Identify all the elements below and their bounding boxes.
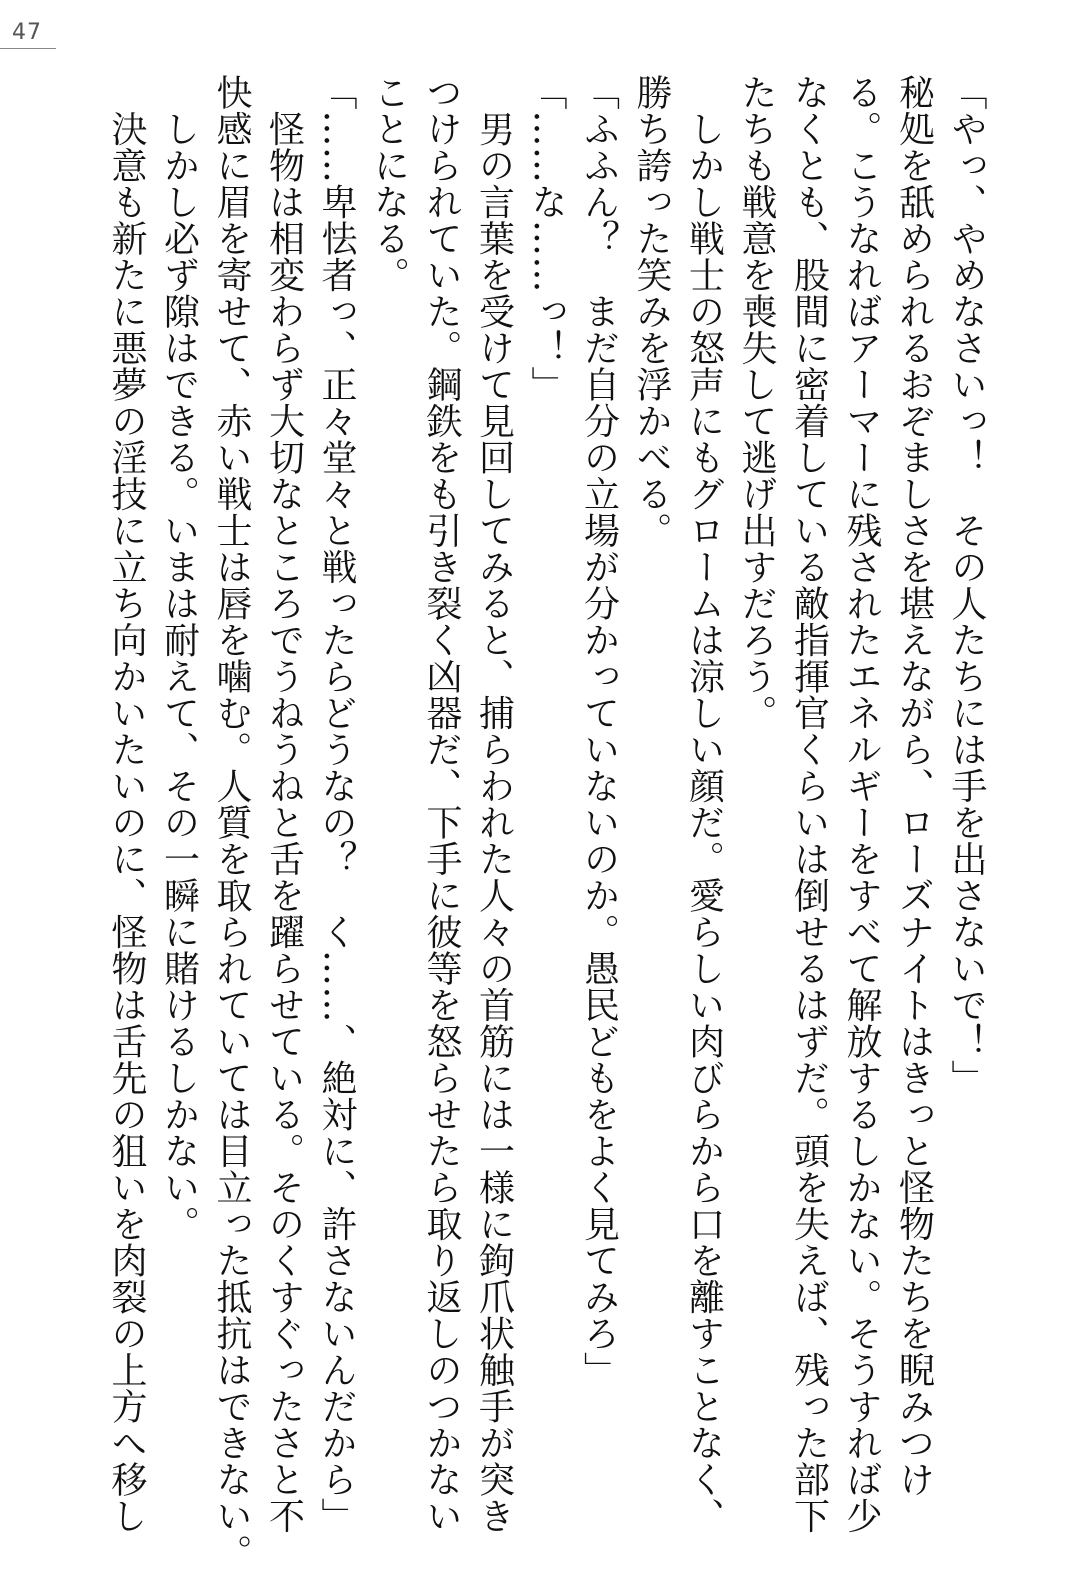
text-line: しかし戦士の怒声にもグロームは涼しい顔だ。愛らしい肉びらから口を離すことなく、 <box>683 74 725 1534</box>
text-line: しかし必ず隙はできる。いまは耐えて、その一瞬に賭けるしかない。 <box>158 74 200 1242</box>
vertical-body-text <box>100 74 993 1571</box>
text-line: 「やっ、やめなさいっ！ その人たちには手を出さないで！」 <box>946 74 987 1096</box>
text-line: つけられていた。鋼鉄をも引き裂く凶器だ、下手に彼等を怒らせたら取り返しのつかない <box>421 74 462 1534</box>
text-line: 決意も新たに悪夢の淫技に立ち向かいたいのに、怪物は舌先の狙いを肉裂の上方へ移し <box>106 74 147 1534</box>
page-number: 47 <box>12 20 42 45</box>
text-line: たちも戦意を喪失して逃げ出すだろう。 <box>736 74 777 731</box>
text-line: 快感に眉を寄せて、赤い戦士は唇を噛む。人質を取られていては目立った抵抗はできない。 <box>211 74 252 1571</box>
text-line: なくとも、股間に密着している敵指揮官くらいは倒せるはずだ。頭を失えば、残った部下 <box>788 74 830 1534</box>
text-line: 男の言葉を受けて見回してみると、捕らわれた人々の首筋には一様に鉤爪状触手が突き <box>473 74 515 1534</box>
text-line: る。こうなればアーマーに残されたエネルギーをすべて解放するしかない。そうすれば少 <box>841 74 882 1534</box>
text-line: 「……卑怯者っ、正々堂々と戦ったらどうなの？ く……、絶対に、許さないんだから」 <box>316 74 357 1534</box>
text-line: ことになる。 <box>368 74 410 293</box>
text-line: 秘処を舐められるおぞましさを堪えながら、ローズナイトはきっと怪物たちを睨みつけ <box>893 74 935 1498</box>
page-number-rule <box>0 48 56 49</box>
text-line: 怪物は相変わらず大切なところでうねうねと舌を躍らせている。そのくすぐったさと不 <box>263 74 305 1534</box>
text-line: 「ふふん？ まだ自分の立場が分かっていないのか。愚民どもをよく見てみろ」 <box>578 74 620 1388</box>
text-line: 「……な……っ！」 <box>526 74 567 403</box>
text-line: 勝ち誇った笑みを浮かべる。 <box>631 74 672 549</box>
